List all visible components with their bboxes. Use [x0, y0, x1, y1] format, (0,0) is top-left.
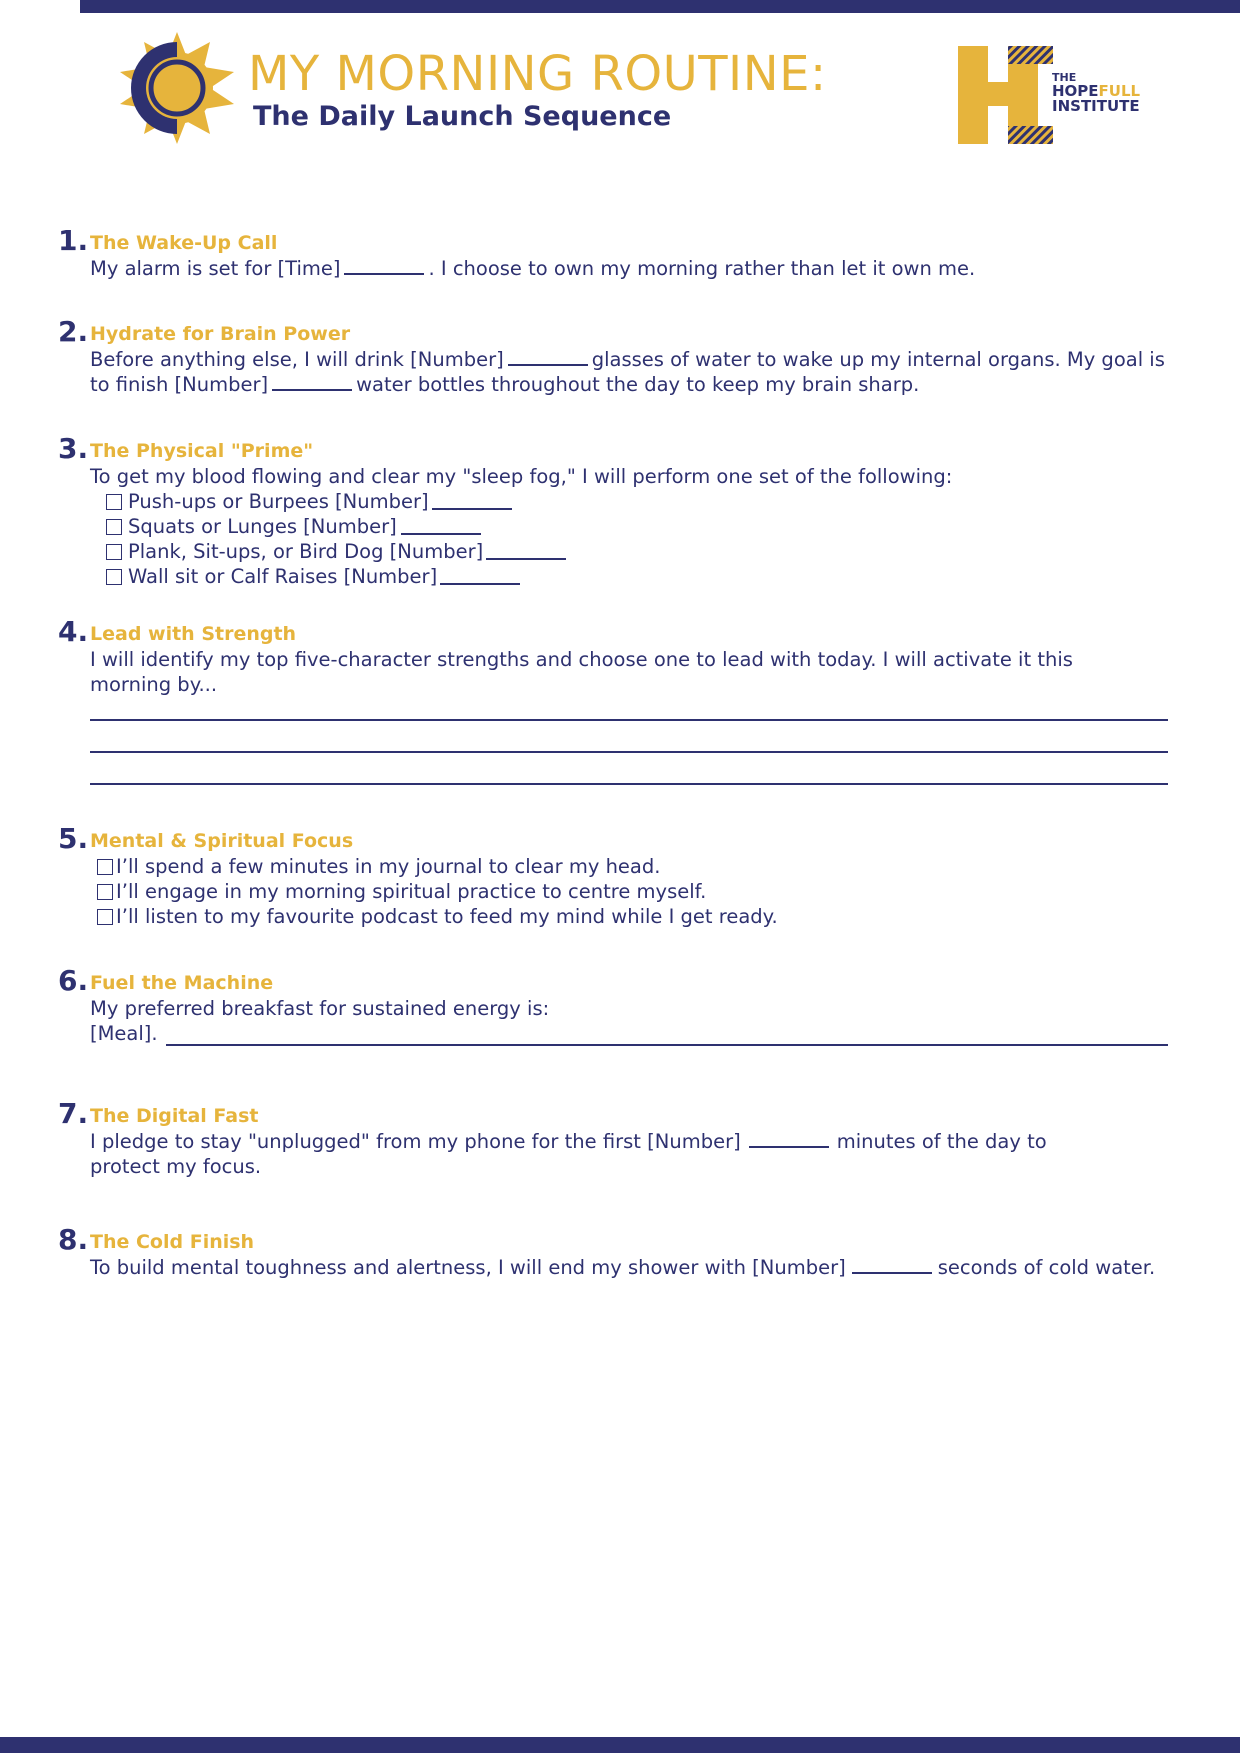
section-text: To build mental toughness and alertness, I will end my shower with [Number] seconds of cold water. [90, 1256, 1156, 1279]
section-heading: The Wake-Up Call [90, 232, 278, 254]
section-text: My alarm is set for [Time] . I choose to own my morning rather than let it own me. [90, 257, 976, 280]
section-digital-fast [58, 1097, 1168, 1179]
section-text: I will identify my top five-character strengths and choose one to lead with today. I will activate it this morning by... [90, 648, 1073, 696]
section-number: 4. [58, 615, 89, 648]
exercise-option: Squats or Lunges [Number] [106, 514, 1168, 539]
meal-label: [Meal]. [90, 1022, 158, 1045]
hopefull-institute-logo [958, 46, 1158, 144]
page-subtitle: The Daily Launch Sequence [253, 101, 672, 132]
section-number: 6. [58, 964, 89, 997]
section-cold-finish [58, 1223, 1168, 1280]
write-line[interactable] [90, 753, 1168, 785]
focus-option: I’ll spend a few minutes in my journal to clear my head. [97, 854, 1168, 879]
meal-blank[interactable] [166, 1024, 1168, 1046]
section-fuel-the-machine [58, 964, 1168, 1046]
section-text: Before anything else, I will drink [Number] glasses of water to wake up my internal organs. My goal is to finish [Number] water bottles throughout the day to keep my brain sharp. [90, 348, 1165, 396]
page-title: MY MORNING ROUTINE: [248, 46, 827, 102]
write-line[interactable] [90, 697, 1168, 721]
number-blank[interactable] [440, 569, 520, 585]
focus-option: I’ll listen to my favourite podcast to feed my mind while I get ready. [97, 904, 1168, 929]
section-heading: Fuel the Machine [90, 972, 274, 994]
section-lead-with-strength [58, 615, 1168, 785]
section-wake-up-call [58, 224, 1168, 281]
checkbox[interactable] [97, 859, 113, 875]
exercise-option: Push-ups or Burpees [Number] [106, 489, 1168, 514]
exercise-option: Plank, Sit-ups, or Bird Dog [Number] [106, 539, 1168, 564]
section-number: 8. [58, 1223, 89, 1256]
logo-hope: HOPE [1052, 81, 1099, 100]
section-mental-spiritual-focus [58, 822, 1168, 929]
logo-wordmark [1052, 72, 1140, 115]
section-heading: The Physical "Prime" [90, 440, 314, 462]
number-blank[interactable] [486, 544, 566, 560]
exercise-option: Wall sit or Calf Raises [Number] [106, 564, 1168, 589]
checkbox[interactable] [106, 494, 122, 510]
section-number: 1. [58, 224, 89, 257]
section-number: 2. [58, 315, 89, 348]
checkbox[interactable] [106, 569, 122, 585]
logo-full: FULL [1098, 81, 1141, 100]
section-intro: To get my blood flowing and clear my "sleep fog," I will perform one set of the following: [90, 465, 953, 488]
section-number: 3. [58, 432, 89, 465]
number-blank[interactable] [401, 519, 481, 535]
logo-the: THE [1052, 71, 1077, 84]
focus-option: I’ll engage in my morning spiritual practice to centre myself. [97, 879, 1168, 904]
sun-icon [116, 30, 238, 146]
logo-institute: INSTITUTE [1052, 97, 1140, 116]
checkbox[interactable] [106, 519, 122, 535]
bottom-border-bar [0, 1737, 1240, 1753]
checkbox[interactable] [97, 909, 113, 925]
top-border-bar [80, 0, 1240, 13]
write-line[interactable] [90, 721, 1168, 753]
section-heading: The Cold Finish [90, 1231, 255, 1253]
section-hydrate [58, 315, 1168, 397]
section-heading: The Digital Fast [90, 1105, 259, 1127]
section-number: 7. [58, 1097, 89, 1130]
h-logo-icon [958, 46, 1054, 144]
section-heading: Mental & Spiritual Focus [90, 830, 354, 852]
checkbox[interactable] [97, 884, 113, 900]
section-text: My preferred breakfast for sustained energy is: [90, 997, 550, 1020]
minutes-blank[interactable] [749, 1132, 829, 1148]
checkbox[interactable] [106, 544, 122, 560]
section-heading: Hydrate for Brain Power [90, 323, 351, 345]
section-heading: Lead with Strength [90, 623, 297, 645]
section-number: 5. [58, 822, 89, 855]
seconds-blank[interactable] [852, 1258, 932, 1274]
glasses-blank[interactable] [508, 350, 588, 366]
meal-row [90, 1021, 1168, 1046]
section-text: I pledge to stay "unplugged" from my phone for the first [Number] minutes of the day to protect my focus. [90, 1130, 1047, 1178]
time-blank[interactable] [344, 259, 424, 275]
number-blank[interactable] [432, 494, 512, 510]
bottles-blank[interactable] [272, 375, 352, 391]
section-physical-prime [58, 432, 1168, 589]
